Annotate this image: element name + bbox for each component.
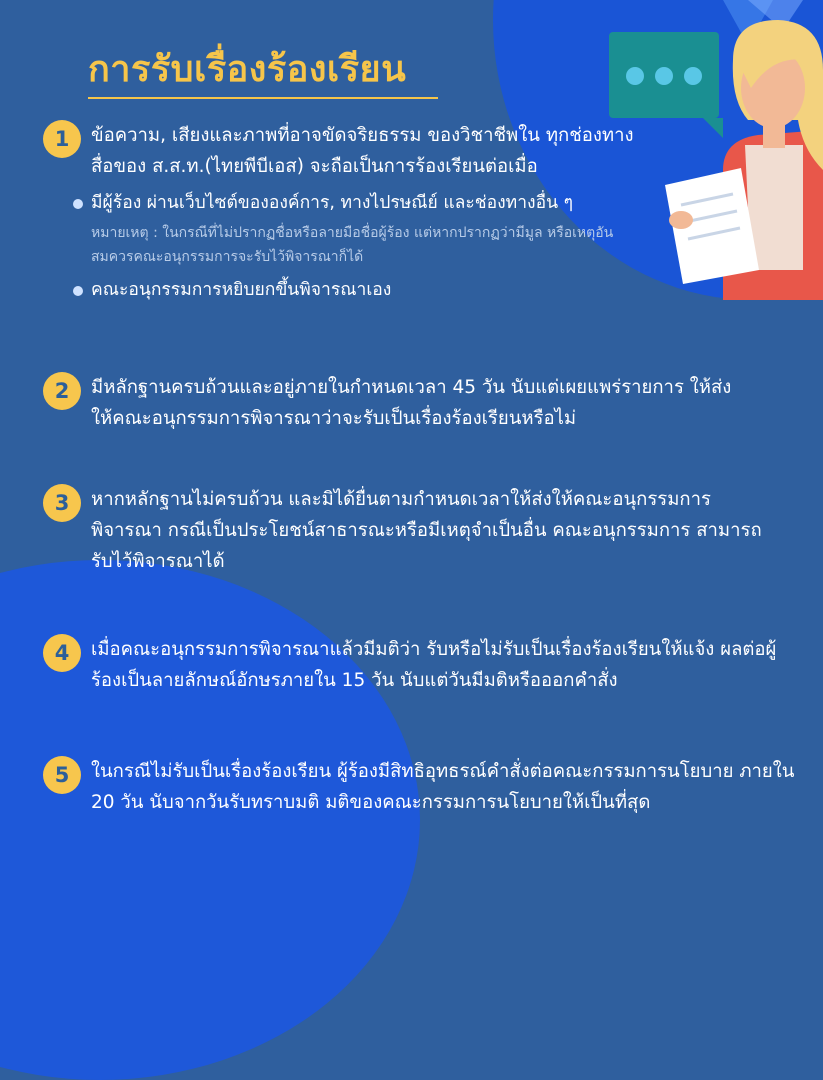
step-text: มีหลักฐานครบถ้วนและอยู่ภายในกำหนดเวลา 45 วัน นับแต่เผยแพร่รายการ ให้ส่งให้คณะอนุกรรมการพิจารณาว่าจะรับเป็นเรื่องร้องเรียนหรือไม่ xyxy=(91,377,732,429)
step-number-badge: 5 xyxy=(43,756,81,794)
step-text: ข้อความ, เสียงและภาพที่อาจขัดจริยธรรม ของวิชาชีพใน ทุกช่องทางสื่อของ ส.ส.ท.(ไทยพีบีเอส) จะถือเป็นการร้องเรียนต่อเมื่อ xyxy=(91,125,634,177)
step-number-badge: 4 xyxy=(43,634,81,672)
step-text: ในกรณีไม่รับเป็นเรื่องร้องเรียน ผู้ร้องมีสิทธิอุทธรณ์คำสั่งต่อคณะกรรมการนโยบาย ภายใน 20 วัน นับจากวันรับทราบมติ มติของคณะกรรมการนโยบายให้เป็นที่สุด xyxy=(91,761,795,813)
bullet-text: คณะอนุกรรมการหยิบยกขึ้นพิจารณาเอง xyxy=(91,280,392,300)
step-5 xyxy=(43,756,813,818)
step-text: หากหลักฐานไม่ครบถ้วน และมิได้ยื่นตามกำหนดเวลาให้ส่งให้คณะอนุกรรมการ พิจารณา กรณีเป็นประโยชน์สาธารณะหรือมีเหตุจำเป็นอื่น คณะอนุกรรมการ สามารถรับไว้พิจารณาได้ xyxy=(91,489,762,572)
bullet-list xyxy=(71,190,813,304)
step-number-badge: 3 xyxy=(43,484,81,522)
step-3 xyxy=(43,484,813,577)
step-4 xyxy=(43,634,813,696)
step-text: เมื่อคณะอนุกรรมการพิจารณาแล้วมีมติว่า รับหรือไม่รับเป็นเรื่องร้องเรียนให้แจ้ง ผลต่อผู้ร้องเป็นลายลักษณ์อักษรภายใน 15 วัน นับแต่วันมีมติหรือออกคำสั่ง xyxy=(91,639,777,691)
step-1 xyxy=(43,120,813,304)
bullet-dot xyxy=(73,199,83,209)
note-text: หมายเหตุ : ในกรณีที่ไม่ปรากฏชื่อหรือลายมือชื่อผู้ร้อง แต่หากปรากฏว่ามีมูล หรือเหตุอันสมควรคณะอนุกรรมการจะรับไว้พิจารณาก็ได้ xyxy=(91,225,614,265)
bullet-dot xyxy=(73,286,83,296)
bullet-item xyxy=(71,190,813,217)
page-title: การรับเรื่องร้องเรียน xyxy=(88,49,407,90)
title-underline xyxy=(88,97,438,99)
bullet-item xyxy=(71,277,813,304)
step-2 xyxy=(43,372,813,434)
bullet-text: มีผู้ร้อง ผ่านเว็บไซต์ขององค์การ, ทางไปรษณีย์ และช่องทางอื่น ๆ xyxy=(91,193,574,213)
step-number-badge: 1 xyxy=(43,120,81,158)
step-number-badge: 2 xyxy=(43,372,81,410)
